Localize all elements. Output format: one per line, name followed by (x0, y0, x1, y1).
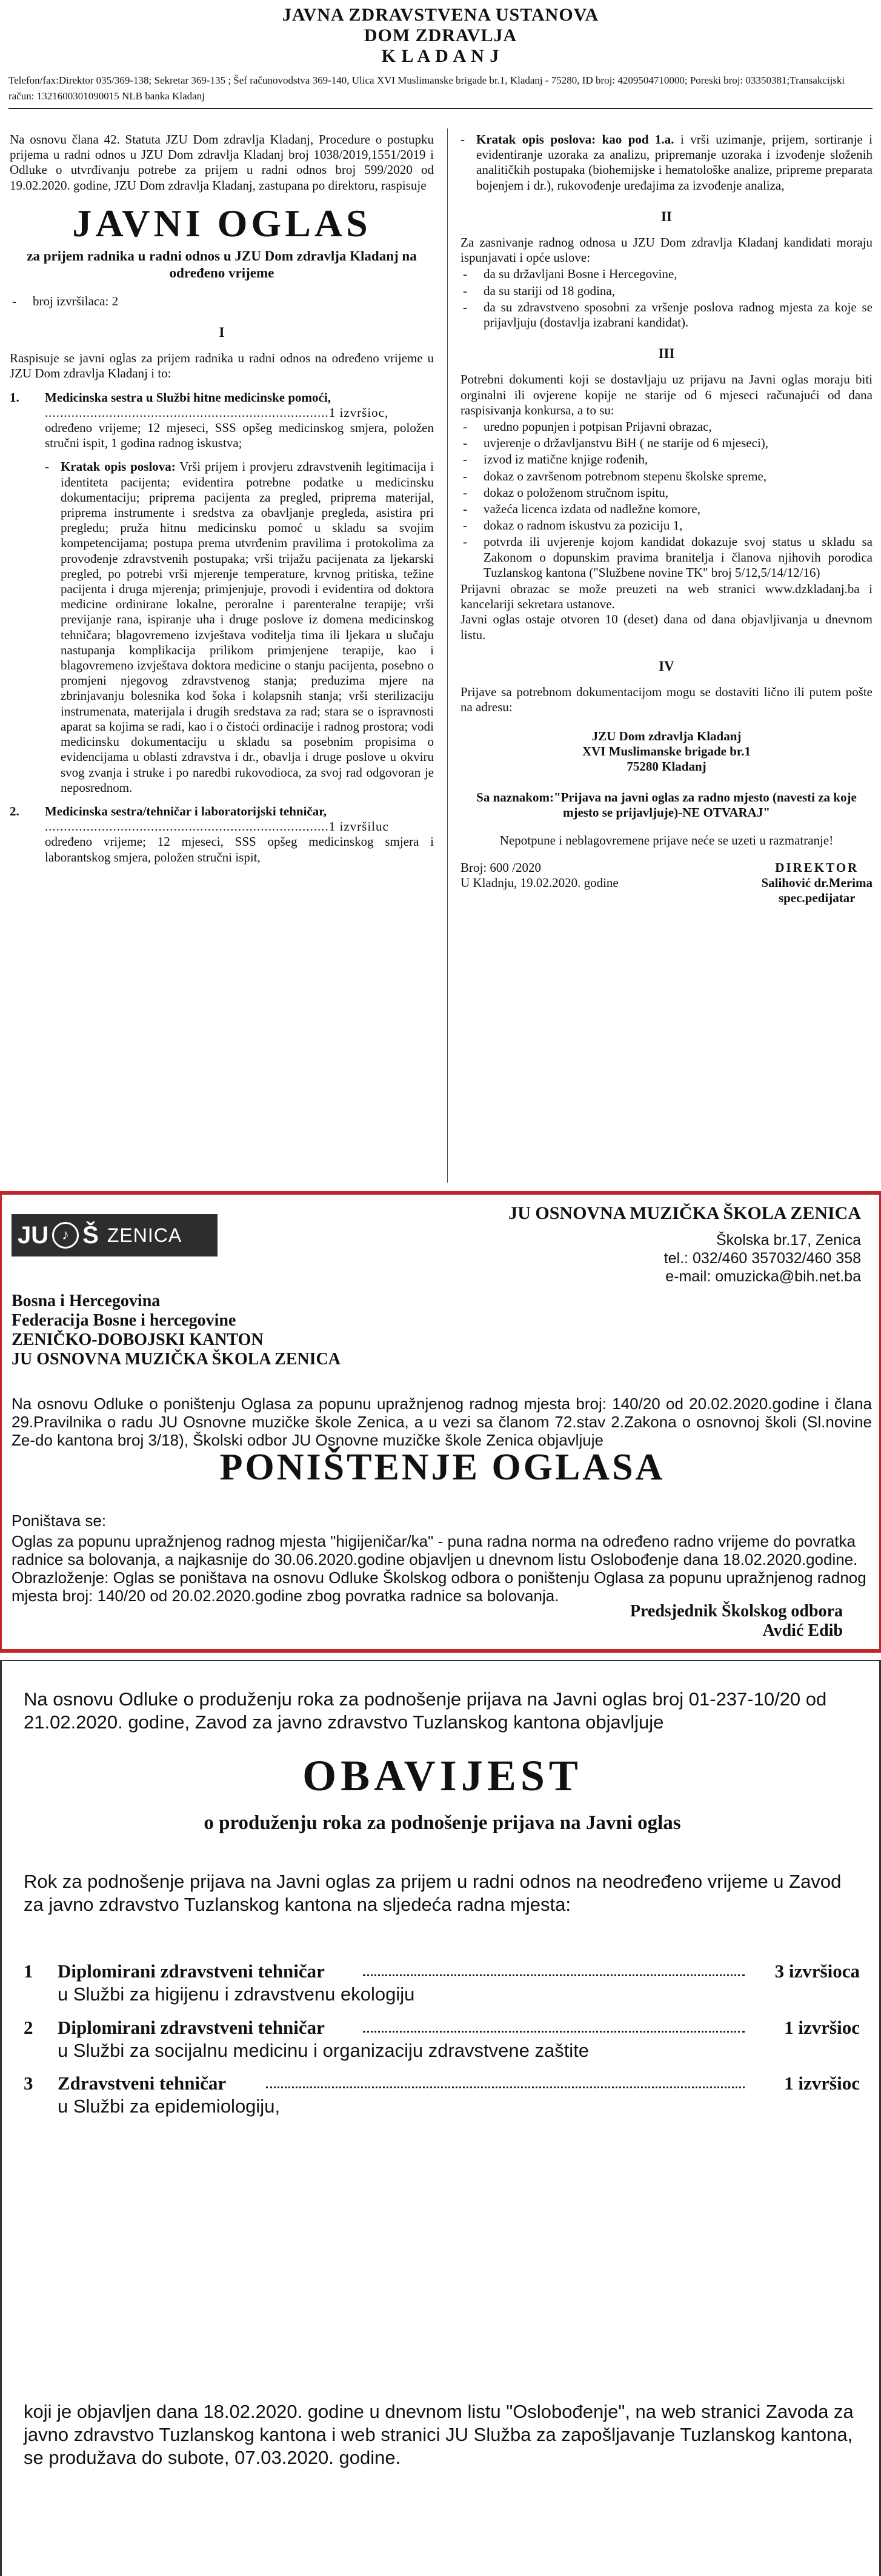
position-number: 2. (10, 803, 19, 818)
document-item: - potvrda ili uvjerenje kojom kandidat dokazuje svoj status u skladu sa Zakonom o dopunskim pravima branitelja i članova njihovih porodica Tuzlanskog kantona ("Službene novine TK" broj 5/12,5/14/12/16) (460, 534, 873, 580)
document-ref (460, 860, 619, 906)
duties-text: i vrši uzimanje, prijem, sortiranje i evidentiranje uzoraka za analizu, pripremanje uzoraka i izvođenje složenih analitičkih postupaka (biohemijske i hematološke analize, pripreme preparata bojenjem i dr.), rukovođenje uređajima za izvođenje analiza, (476, 132, 873, 193)
form-download-text: Prijavni obrazac se može preuzeti na web stranici www.dzkladanj.ba i kancelariji sekretara ustanove. (460, 582, 873, 612)
condition-item: - da su stariji od 18 godina, (460, 284, 873, 299)
address-line: 75280 Kladanj (627, 759, 706, 774)
director-title: spec.pedijatar (778, 891, 856, 906)
notice-zavod-zdravstvo (0, 1660, 881, 2576)
director-signature (761, 860, 873, 906)
position-number: 3 (24, 2073, 33, 2094)
right-column (460, 132, 873, 906)
position-number: 1 (24, 1960, 33, 1982)
duties-1 (45, 459, 434, 795)
school-address: Školska br.17, Zenica (716, 1232, 861, 1249)
document-item: - važeća licenca izdata od nadležne komore, (460, 502, 873, 517)
director-name: Salihović dr.Merima (761, 875, 873, 890)
signature-name: Avdić Edib (762, 1621, 843, 1640)
document-number: Broj: 600 /2020 (460, 860, 542, 875)
board-signature (630, 1602, 843, 1641)
column-divider (447, 128, 448, 1183)
intro-text: Na osnovu člana 42. Statuta JZU Dom zdravlja Kladanj, Procedure o postupku prijema u radni odnos u JZU Dom zdravlja Kladanj broj 1038/2019,1551/2019 i Odluke o utvrđivanju potrebe za prijem u radni odnos broj 599/2020 od 19.02.2020. godine, JZU Dom zdravlja Kladanj, zastupana po direktoru, raspisuje (10, 132, 434, 193)
address-line: XVI Muslimanske brigade br.1 (582, 743, 751, 759)
section-3-text: Potrebni dokumenti koji se dostavljaju uz prijavu na Javni oglas moraju biti orginalni ili ovjerene kopije ne starije od 6 mjeseci računajući od dana raspisivanja konkursa, a to su: (460, 372, 873, 417)
extension-subtitle: o produženju roka za podnošenje prijava na Javni oglas (204, 1812, 681, 1834)
institution-header (0, 5, 881, 67)
signature-title: Predsjednik Školskog odbora (630, 1602, 843, 1621)
cancellation-title: PONIŠTENJE OGLASA (219, 1447, 665, 1488)
org-line: Bosna i Hercegovina (12, 1292, 161, 1310)
duties-text: Vrši prijem i provjeru zdravstvenih legitimacija i identiteta pacijenta; evidentira potrebne podatke u medicinsku dokumentaciju; priprema pacijenta za pregled, priprema materijal, priprema instrumente i sredstva za obavljanje pregleda, asistira pri pregledu; pruža hitnu medicinsku pomoć u skladu sa svojim kompetencijama; postupa prema utvrđenim pravilima i protokolima za provođenje zdravstvenih postupaka; vrši trijažu pacijenata za ljekarski pregled, po potrebi vrši mjerenje temperature, krvnog pritiska, težine pacijenta i druga mjerenja; primjenjuje, provodi i evidentira od doktora medicine ordinirane lokalne, peroralne i parenteralne terapije; vrši previjanje rana, ispiranje uha i druge poslove iz domena medicinskog tehničara; blagovremeno izvještava voditelja tima ili ljekara u slučaju nastupanja komplikacija prilikom primjenjene terapije, kao i blagovremeno izvještava doktora medicine o stanju pacijenta, posebno o promjeni njegovog zdravstvenog stanja; preduzima mjere na zbrinjavanju bolesnika kod šoka i kolapsnih stanja; vrši sterilizaciju instrumenata, materijala i drugih sredstava za rad; stara se o ispravnosti aparat sa kojima se radi, kao i o čistoći ordinacije i radnog prostora; vodi medicinsku dokumentaciju u skladu sa posebnim propisima o evidencijama u oblasti zdravstva i dr., obavlja i druge poslove u okviru svog zvanja i struke i po naredbi rukovodioca, za svoj rad odgovoran je neposrednom. (61, 459, 434, 795)
contact-line: Telefon/fax:Direktor 035/369-138; Sekretar 369-135 ; Šef računovodstva 369-140, Ulica XVI Muslimanske brigade br.1, Kladanj - 75280, ID broj: 4209504710000; Poreski broj: 03350381;Transakcijski račun: 1321600301090015 NLB banka Kladanj (8, 73, 873, 109)
postal-address (460, 729, 873, 775)
envelope-note: Sa naznakom:"Prijava na javni oglas za radno mjesto (navesti za koje mjesto se prijavljuje)-NE OTVARAJ" (476, 790, 857, 820)
logo-city: ZENICA (107, 1224, 182, 1246)
dot-leader (363, 1974, 745, 1976)
address-line: JZU Dom zdravlja Kladanj (591, 728, 742, 743)
position-1 (10, 390, 434, 451)
condition-item: - da su zdravstveno sposobni za vršenje poslova radnog mjesta za koje se prijavljuju (dostavlja izabrani kandidat). (460, 300, 873, 330)
signature-row (460, 860, 873, 906)
extension-outro: koji je objavljen dana 18.02.2020. godine u dnevnom listu "Oslobođenje", na web stranici Zavoda za javno zdravstvo Tuzlanskog kantona i web stranici JU Služba za zapošljavanje Tuzlanskog kantona, se produžava do subote, 07.03.2020. godine. (24, 2401, 854, 2468)
notice-title: JAVNI OGLAS (72, 201, 371, 245)
dot-leader (266, 2086, 745, 2088)
position-dots: ...........................................................................1 izvršiluc (45, 819, 389, 834)
executors-count: - broj izvršilaca: 2 (10, 294, 434, 309)
section-heading-3: III (658, 346, 675, 362)
cancellation-body (12, 1512, 872, 1605)
dot-leader (363, 2031, 745, 2033)
section-heading-2: II (661, 208, 672, 224)
organization-block (12, 1292, 341, 1369)
position-unit: u Službi za socijalnu medicinu i organizaciju zdravstvene zaštite (58, 2040, 590, 2061)
school-email: e-mail: omuzicka@bih.net.ba (665, 1268, 861, 1285)
document-date: U Kladnju, 19.02.2020. godine (460, 875, 619, 890)
document-item: - izvod iz matične knjige rođenih, (460, 452, 873, 467)
position-count: 3 izvršioca (774, 1960, 860, 1982)
logo-letters: JU (18, 1221, 49, 1249)
logo-mark (12, 1214, 99, 1256)
condition-item: - da su državljani Bosne i Hercegovine, (460, 267, 873, 282)
position-number: 1. (10, 390, 19, 405)
org-line: Federacija Bosne i hercegovine (12, 1311, 236, 1330)
document-item: - dokaz o završenom potrebnom stepenu školske spreme, (460, 469, 873, 484)
section-1-text: Raspisuje se javni oglas za prijem radnika u radni odnos na određeno vrijeme u JZU Dom zdravlja Kladanj i to: (10, 351, 434, 381)
school-phone: tel.: 032/460 357032/460 358 (663, 1250, 861, 1267)
music-note-icon: ♪ (52, 1222, 79, 1249)
position-title: Zdravstveni tehničar (58, 2073, 227, 2094)
logo-letters: Š (82, 1221, 99, 1249)
position-2 (10, 804, 434, 865)
org-line: JU OSNOVNA MUZIČKA ŠKOLA ZENICA (12, 1350, 341, 1369)
header-line-2: DOM ZDRAVLJA (364, 25, 517, 45)
cancellation-intro: Na osnovu Odluke o poništenju Oglasa za popunu upražnjenog radnog mjesta broj: 140/20 od 20.02.2020.godine i člana 29.Pravilnika o radu JU Osnovne muzičke škole Zenica, a u vezi sa članom 72.stav 2.Zakona o osnovnoj školi (Sl.novine Ze-do kantona broj 3/18), Školski odbor JU Osnovne muzičke škole Zenica objavljuje (12, 1395, 872, 1449)
section-4-text: Prijave sa potrebnom dokumentacijom mogu se dostaviti lično ili putem pošte na adresu: (460, 685, 873, 715)
position-count: 1 izvršioc (784, 2073, 860, 2094)
document-item: - uvjerenje o državljanstvu BiH ( ne starije od 6 mjeseci), (460, 436, 873, 451)
position-title: Medicinska sestra u Službi hitne medicinske pomoći, (45, 390, 331, 405)
extension-lead: Rok za podnošenje prijava na Javni oglas za prijem u radni odnos na neodređeno vrijeme u Zavod za javno zdravstvo Tuzlanskog kantona na sljedeća radna mjesta: (24, 1871, 842, 1915)
section-heading-4: IV (659, 658, 674, 674)
section-heading-1: I (219, 325, 225, 340)
org-line: ZENIČKO-DOBOJSKI KANTON (12, 1330, 264, 1349)
position-title: Diplomirani zdravstveni tehničar (58, 2017, 325, 2038)
position-number: 2 (24, 2017, 33, 2038)
position-title: Diplomirani zdravstveni tehničar (58, 1960, 325, 1982)
cancel-reason: Obrazloženje: Oglas se poništava na osnovu Odluke Školskog odbora o poništenju Oglasa za popunu upražnjenog radnog mjesta broj: 140/20 od 20.02.2020.godine zbog povratka radnice sa bolovanja. (12, 1569, 866, 1605)
position-dots: ...........................................................................1 izvršioc, (45, 405, 389, 420)
left-column (10, 132, 434, 874)
notice-muzicka-skola (0, 1191, 881, 1653)
cancel-text: Oglas za popunu upražnjenog radnog mjesta "higijeničar/ka" - puna radna norma na određeno radno vrijeme do povratka radnice sa bolovanja, a najkasnije do 30.06.2020.godine objavljen u dnevnom listu Oslobođenje dana 18.02.2020.godine. (12, 1532, 858, 1569)
incomplete-note: Nepotpune i neblagovremene prijave neće se uzeti u razmatranje! (499, 832, 834, 848)
document-item: - uredno popunjen i potpisan Prijavni obrazac, (460, 419, 873, 434)
duties-label: Kratak opis poslova: kao pod 1.a. (476, 132, 674, 147)
duties-label: Kratak opis poslova: (61, 459, 176, 474)
extension-intro: Na osnovu Odluke o produženju roka za podnošenje prijava na Javni oglas broj 01-237-10/20 od 21.02.2020. godine, Zavod za javno zdravstvo Tuzlanskog kantona objavljuje (24, 1688, 827, 1733)
duties-2 (460, 132, 873, 193)
section-2-text: Za zasnivanje radnog odnosa u JZU Dom zdravlja Kladanj kandidati moraju ispunjavati i opće uslove: (460, 235, 873, 265)
header-line-1: JAVNA ZDRAVSTVENA USTANOVA (282, 5, 599, 25)
position-count: 1 izvršioc (784, 2017, 860, 2038)
position-requirements: određeno vrijeme; 12 mjeseci, SSS opšeg medicinskog smjera, položen stručni ispit, 1 godina radnog iskustva; (45, 420, 434, 451)
school-logo (12, 1214, 218, 1256)
open-period-text: Javni oglas ostaje otvoren 10 (deset) dana od dana objavljivanja u dnevnom listu. (460, 612, 873, 642)
header-line-3: K L A D A N J (381, 46, 500, 66)
school-name: JU OSNOVNA MUZIČKA ŠKOLA ZENICA (508, 1203, 861, 1223)
position-unit: u Službi za higijenu i zdravstvenu ekologiju (58, 1983, 415, 2005)
cancel-label: Poništava se: (12, 1512, 107, 1530)
notice-subtitle: za prijem radnika u radni odnos u JZU Dom zdravlja Kladanj na određeno vrijeme (27, 248, 417, 281)
position-unit: u Službi za epidemiologiju, (58, 2096, 281, 2117)
notice-dom-zdravlja (0, 0, 881, 1190)
extension-title: OBAVIJEST (302, 1751, 582, 1800)
director-label: DIREKTOR (775, 860, 859, 875)
document-item: - dokaz o radnom iskustvu za poziciju 1, (460, 518, 873, 533)
position-requirements: određeno vrijeme; 12 mjeseci, SSS opšeg medicinskog smjera i laborantskog smjera, položen stručni ispit, (45, 834, 434, 865)
position-title: Medicinska sestra/tehničar i laboratorijski tehničar, (45, 803, 327, 818)
school-contact (664, 1231, 861, 1286)
document-item: - dokaz o položenom stručnom ispitu, (460, 485, 873, 500)
